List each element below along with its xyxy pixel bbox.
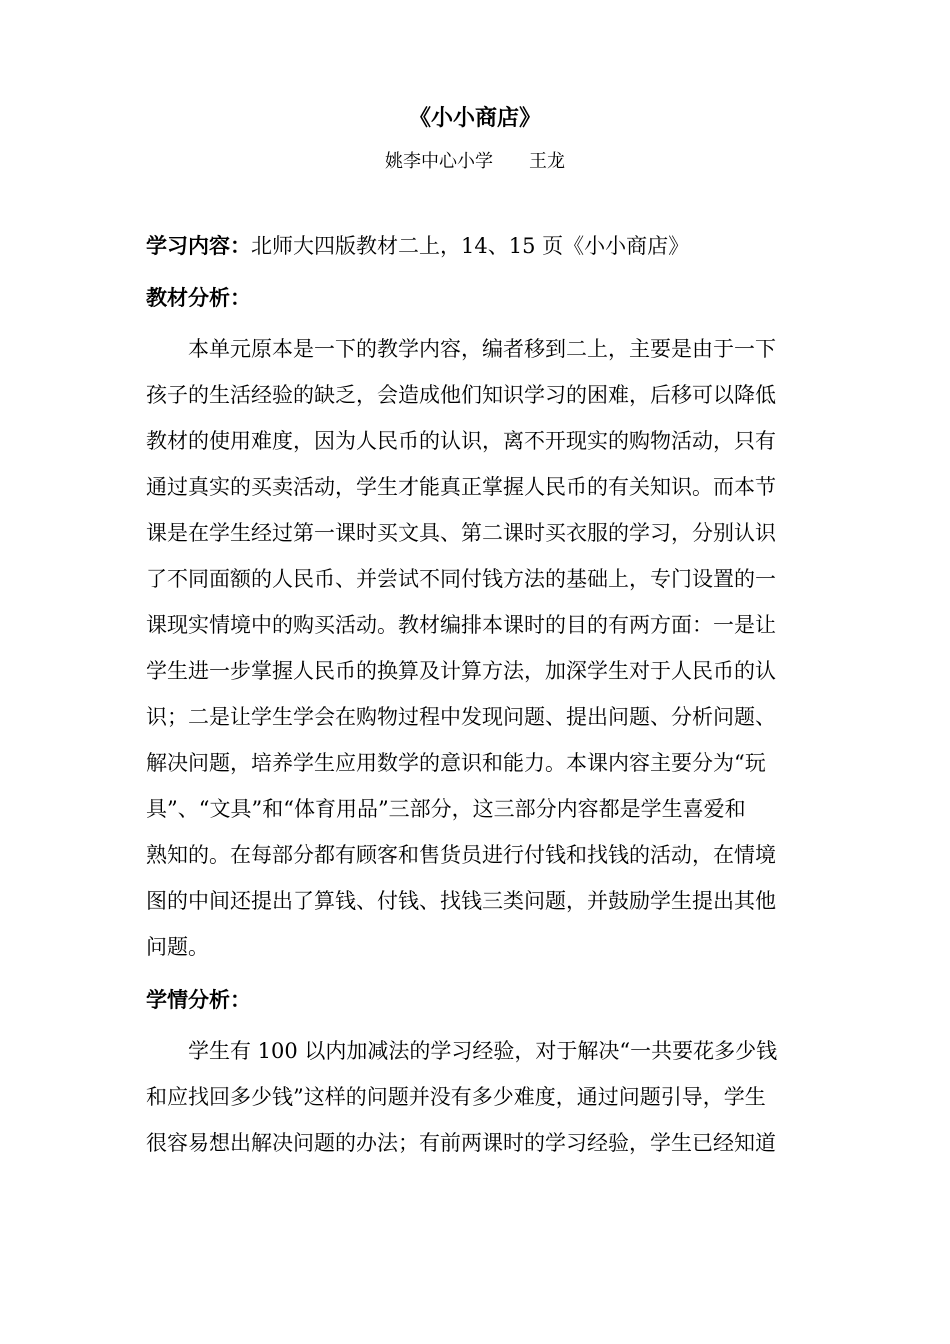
paragraph-line: 通过真实的买卖活动，学生才能真正掌握人民币的有关知识。而本节 — [146, 475, 776, 499]
paragraph-line: 学生有 100 以内加减法的学习经验，对于解决“一共要花多少钱 — [188, 1039, 778, 1063]
paragraph-line: 课现实情境中的购买活动。教材编排本课时的目的有两方面：一是让 — [146, 613, 776, 637]
document-author: 姚李中心小学 王龙 — [385, 151, 565, 172]
learner-analysis-heading: 学情分析： — [146, 987, 251, 1012]
paragraph-line: 学生进一步掌握人民币的换算及计算方法，加深学生对于人民币的认 — [146, 659, 776, 683]
paragraph-line: 识；二是让学生学会在购物过程中发现问题、提出问题、分析问题、 — [146, 705, 776, 729]
paragraph-line: 解决问题，培养学生应用数学的意识和能力。本课内容主要分为“玩 — [146, 751, 766, 775]
paragraph-line: 本单元原本是一下的教学内容，编者移到二上，主要是由于一下 — [188, 337, 776, 361]
textbook-analysis-heading: 教材分析： — [146, 285, 251, 310]
paragraph-line: 教材的使用难度，因为人民币的认识，离不开现实的购物活动，只有 — [146, 429, 776, 453]
learning-content-label: 学习内容： — [146, 233, 251, 258]
paragraph-line: 课是在学生经过第一课时买文具、第二课时买衣服的学习，分别认识 — [146, 521, 776, 545]
paragraph-line: 具”、“文具”和“体育用品”三部分，这三部分内容都是学生喜爱和 — [146, 797, 746, 821]
paragraph-line: 和应找回多少钱”这样的问题并没有多少难度，通过问题引导，学生 — [146, 1085, 766, 1109]
paragraph-line: 了不同面额的人民币、并尝试不同付钱方法的基础上，专门设置的一 — [146, 567, 776, 591]
paragraph-line: 很容易想出解决问题的办法；有前两课时的学习经验，学生已经知道 — [146, 1131, 776, 1155]
paragraph-line: 图的中间还提出了算钱、付钱、找钱三类问题，并鼓励学生提出其他 — [146, 889, 776, 913]
paragraph-line: 问题。 — [146, 935, 209, 959]
paragraph-line: 孩子的生活经验的缺乏，会造成他们知识学习的困难，后移可以降低 — [146, 383, 776, 407]
document-title: 《小小商店》 — [408, 105, 541, 131]
learning-content-text: 北师大四版教材二上，14、15 页《小小商店》 — [251, 234, 690, 258]
paragraph-line: 熟知的。在每部分都有顾客和售货员进行付钱和找钱的活动，在情境 — [146, 843, 776, 867]
learning-content-line — [146, 232, 689, 260]
